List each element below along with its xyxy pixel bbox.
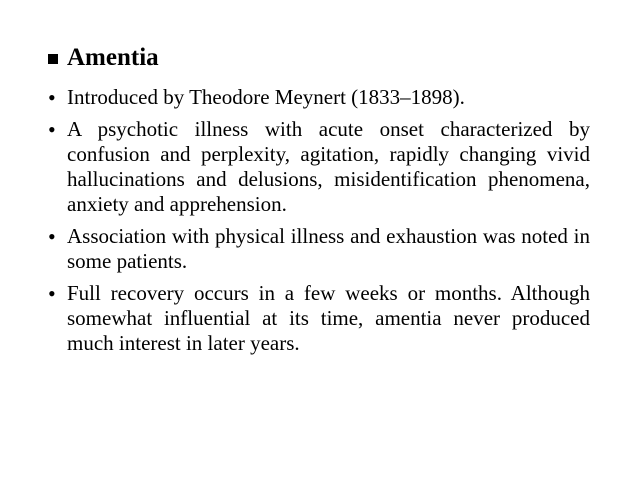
list-item <box>48 85 590 110</box>
square-bullet-icon <box>48 54 58 64</box>
list-item <box>48 281 590 356</box>
slide-heading <box>48 43 159 73</box>
list-item <box>48 117 590 217</box>
bullet-icon: • <box>48 281 56 306</box>
bullet-icon: • <box>48 85 56 110</box>
bullet-icon: • <box>48 117 56 142</box>
bullet-text: Full recovery occurs in a few weeks or months. Although somewhat influential at its time, amentia never produced much interest in later years. <box>67 281 590 355</box>
heading-text: Amentia <box>67 44 159 71</box>
bullet-text: Introduced by Theodore Meynert (1833–1898). <box>67 85 465 109</box>
list-item <box>48 224 590 274</box>
bullet-text: Association with physical illness and exhaustion was noted in some patients. <box>67 224 590 273</box>
bullet-icon: • <box>48 224 56 249</box>
bullet-text: A psychotic illness with acute onset characterized by confusion and perplexity, agitation, rapidly changing vivid hallucinations and delusions, misidentification phenomena, anxiety and apprehension. <box>67 117 590 216</box>
bullet-list <box>48 85 590 363</box>
